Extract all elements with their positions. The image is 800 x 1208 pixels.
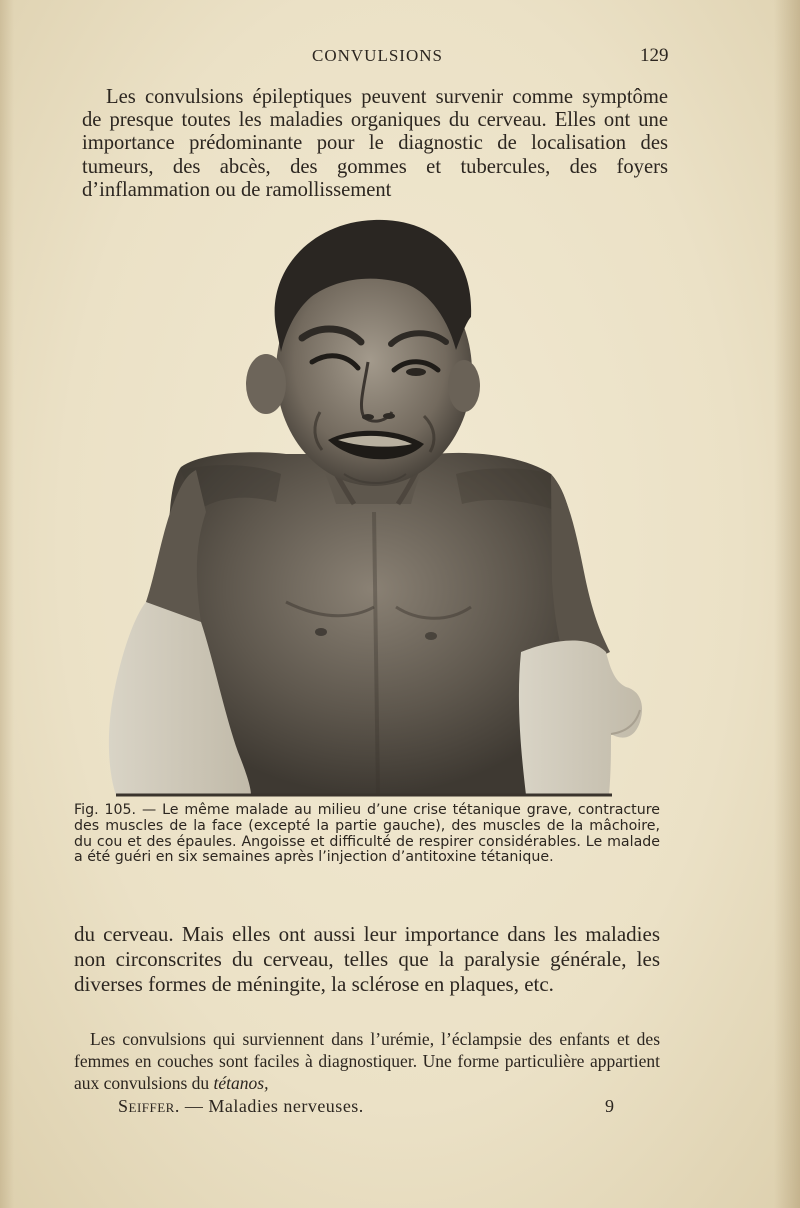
page-gutter-shadow <box>0 0 14 1208</box>
footer-title: — Maladies nerveuses. <box>184 1096 364 1116</box>
paragraph-3 <box>74 1028 660 1094</box>
footer-author: Seiffer. <box>118 1096 180 1116</box>
figure-caption <box>74 803 660 866</box>
running-head: CONVULSIONS <box>312 46 443 65</box>
left-ear <box>246 354 286 414</box>
paragraph-2: du cerveau. Mais elles ont aussi leur importance dans les maladies non circonscrites du cerveau, telles que la paralysie générale, les diverses formes de méningite, la sclérose en plaques, etc. <box>74 922 660 996</box>
patient-photograph <box>106 212 646 800</box>
signature-footer <box>118 1096 364 1117</box>
paragraph-1: Les convulsions épileptiques peuvent survenir comme symptôme de presque toutes les maladies organiques du cerveau. Elles ont une importance prédominante pour le diagnostic de localisation des tumeurs, des abcès, des gommes et tubercules, des foyers d’inflammation ou de ramollissement <box>82 86 668 201</box>
right-arm-bandage <box>519 640 642 795</box>
footer-signature-mark: 9 <box>605 1096 614 1116</box>
caption-text: Le même malade au milieu d’une crise tétanique grave, contracture des muscles de la face (excepté la partie gauche), des muscles de la mâchoire, du cou et des épaules. Angoisse et difficulté de respirer considérables. Le malade a été guéri en six semaines après l’injection d’antitoxine tétanique. <box>74 802 660 866</box>
caption-label: Fig. 105. — <box>74 802 157 818</box>
page-edge-shadow <box>774 0 800 1208</box>
paragraph-3-italic: tétanos, <box>213 1073 269 1093</box>
page-number: 129 <box>640 45 669 66</box>
paragraph-3-text: Les convulsions qui surviennent dans l’urémie, l’éclampsie des enfants et des femmes en couches sont faciles à diagnostiquer. Une forme particulière appartient aux convulsions du <box>74 1029 660 1093</box>
right-ear <box>448 360 480 412</box>
figure-photograph <box>106 212 646 800</box>
